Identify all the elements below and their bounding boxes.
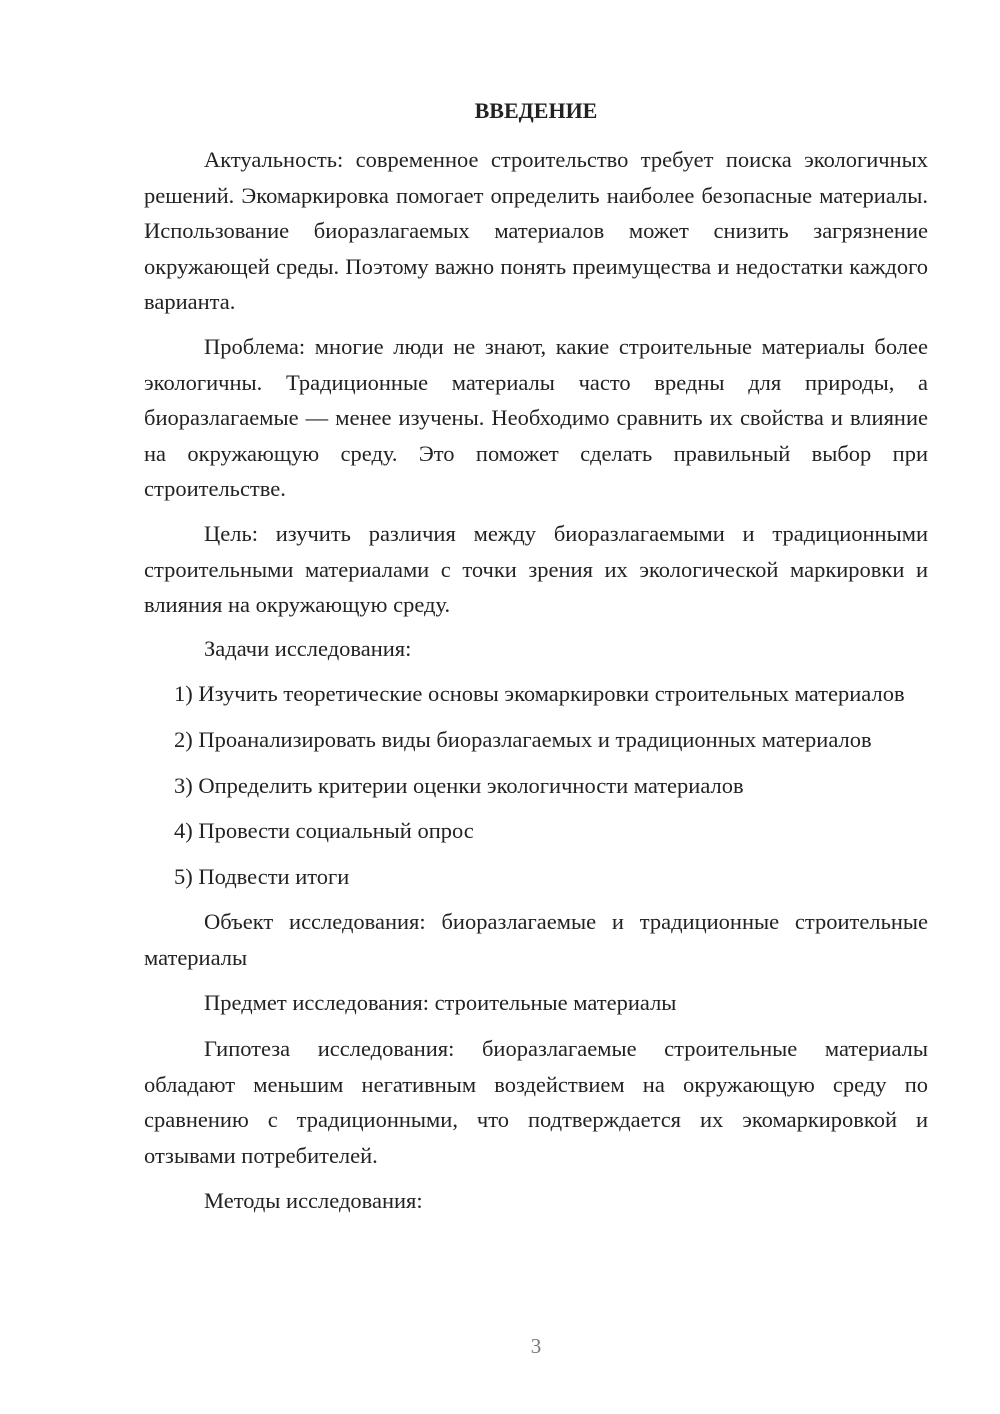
task-item-4: 4) Провести социальный опрос (174, 818, 474, 844)
paragraph-tasks-heading: Задачи исследования: (204, 635, 412, 661)
document-body (144, 142, 928, 1219)
page-number: 3 (530, 1334, 542, 1358)
paragraph-subject: Предмет исследования: строительные материалы (204, 990, 677, 1016)
paragraph-goal: Цель: изучить различия между биоразлагаемыми и традиционными строительными материалами с точки зрения их экологической маркировки и влияния на окружающую среду. (144, 520, 928, 618)
task-item-3: 3) Определить критерии оценки экологичности материалов (174, 772, 744, 798)
page-heading: ВВЕДЕНИЕ (474, 98, 598, 123)
task-item-1: 1) Изучить теоретические основы экомаркировки строительных материалов (174, 681, 905, 707)
task-item-5: 5) Подвести итоги (174, 863, 350, 889)
paragraph-problem: Проблема: многие люди не знают, какие строительные материалы более экологичны. Традиционные материалы часто вредны для природы, а биоразлагаемые — менее изучены. Необходимо сравнить их свойства и влияние на окружающую среду. Это поможет сделать правильный выбор при строительстве. (144, 333, 928, 502)
task-item-2: 2) Проанализировать виды биоразлагаемых и традиционных материалов (174, 726, 872, 752)
paragraph-relevance: Актуальность: современное строительство требует поиска экологичных решений. Экомаркировка помогает определить наиболее безопасные материалы. Использование биоразлагаемых материалов может снизить загрязнение окружающей среды. Поэтому важно понять преимущества и недостатки каждого варианта. (144, 147, 928, 315)
paragraph-hypothesis: Гипотеза исследования: биоразлагаемые строительные материалы обладают меньшим негативным воздействием на окружающую среду по сравнению с традиционными, что подтверждается их экомаркировкой и отзывами потребителей. (144, 1036, 928, 1168)
paragraph-methods-heading: Методы исследования: (204, 1188, 423, 1214)
paragraph-object: Объект исследования: биоразлагаемые и традиционные строительные материалы (144, 909, 928, 970)
